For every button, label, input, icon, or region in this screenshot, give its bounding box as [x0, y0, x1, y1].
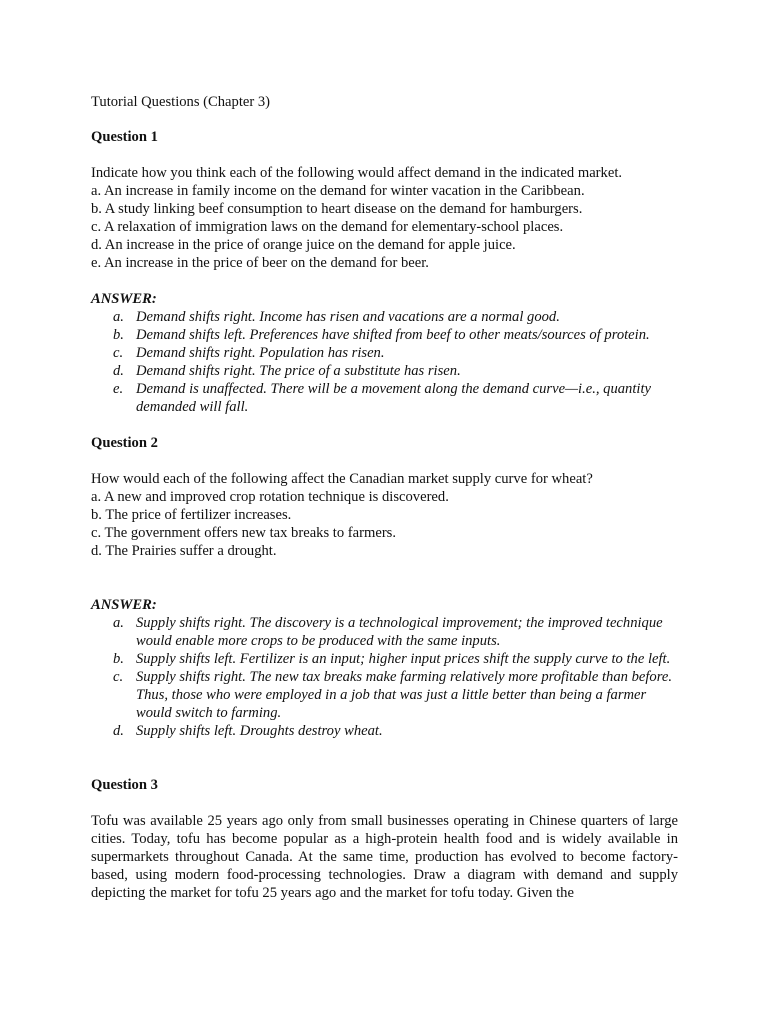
question-1-answer-label: ANSWER:: [91, 291, 157, 307]
answer-marker: c.: [113, 669, 124, 685]
question-2-item-a: a. A new and improved crop rotation technique is discovered.: [91, 489, 449, 505]
answer-text: Demand shifts right. The price of a substitute has risen.: [136, 363, 461, 379]
question-1-answer-e: [91, 380, 678, 416]
question-2-answer-c: [91, 668, 678, 722]
question-3-heading: Question 3: [91, 777, 158, 793]
question-2-answer-b: [91, 650, 678, 668]
answer-text: Demand shifts right. Population has risen.: [136, 345, 385, 361]
page-title: Tutorial Questions (Chapter 3): [91, 94, 271, 110]
question-1-answer-b: [91, 326, 678, 344]
answer-text: Supply shifts right. The discovery is a technological improvement; the improved technique would enable more crops to be produced with the same inputs.: [136, 615, 663, 649]
document-page: [91, 93, 678, 902]
question-2-answers: [91, 614, 678, 740]
question-2-item-b: b. The price of fertilizer increases.: [91, 507, 292, 523]
answer-text: Supply shifts right. The new tax breaks make farming relatively more profitable than before. Thus, those who were employed in a job that was just a little better than being a farmer would switch to farming.: [136, 669, 672, 721]
question-1-item-e: e. An increase in the price of beer on the demand for beer.: [91, 255, 429, 271]
question-2-answer-d: [91, 722, 678, 740]
question-1-item-d: d. An increase in the price of orange juice on the demand for apple juice.: [91, 237, 516, 253]
question-2-answer-a: [91, 614, 678, 650]
answer-marker: c.: [113, 345, 124, 361]
question-1-item-c: c. A relaxation of immigration laws on the demand for elementary-school places.: [91, 219, 564, 235]
question-2-items: [91, 488, 678, 560]
question-1-item-a: a. An increase in family income on the demand for winter vacation in the Caribbean.: [91, 183, 585, 199]
question-2-item-d: d. The Prairies suffer a drought.: [91, 543, 277, 559]
answer-text: Supply shifts left. Fertilizer is an input; higher input prices shift the supply curve to the left.: [136, 651, 671, 667]
answer-text: Demand shifts left. Preferences have shifted from beef to other meats/sources of protein.: [136, 327, 650, 343]
question-1-answers: [91, 308, 678, 416]
question-1-heading: Question 1: [91, 129, 158, 145]
question-1-item-b: b. A study linking beef consumption to heart disease on the demand for hamburgers.: [91, 201, 583, 217]
question-2-heading: Question 2: [91, 435, 158, 451]
answer-text: Demand shifts right. Income has risen and vacations are a normal good.: [136, 309, 560, 325]
answer-text: Supply shifts left. Droughts destroy wheat.: [136, 723, 383, 739]
answer-marker: d.: [113, 363, 124, 379]
question-1-answer-d: [91, 362, 678, 380]
answer-marker: a.: [113, 615, 124, 631]
question-3-body: Tofu was available 25 years ago only from small businesses operating in Chinese quarters of large cities. Today, tofu has become popular as a high-protein health food and is widely available in supermarkets throughout Canada. At the same time, production has evolved to become factory-based, using modern food-processing technologies. Draw a diagram with demand and supply depicting the market for tofu 25 years ago and the market for tofu today. Given the: [91, 813, 678, 901]
question-1-items: [91, 182, 678, 272]
answer-marker: b.: [113, 327, 124, 343]
question-2-item-c: c. The government offers new tax breaks to farmers.: [91, 525, 397, 541]
question-1-answer-c: [91, 344, 678, 362]
answer-marker: b.: [113, 651, 124, 667]
answer-marker: d.: [113, 723, 124, 739]
answer-marker: e.: [113, 381, 124, 397]
question-1-answer-a: [91, 308, 678, 326]
answer-text: Demand is unaffected. There will be a movement along the demand curve—i.e., quantity demanded will fall.: [136, 381, 651, 415]
question-1-intro: Indicate how you think each of the following would affect demand in the indicated market.: [91, 165, 623, 181]
answer-marker: a.: [113, 309, 124, 325]
question-2-intro: How would each of the following affect the Canadian market supply curve for wheat?: [91, 471, 593, 487]
question-2-answer-label: ANSWER:: [91, 597, 157, 613]
